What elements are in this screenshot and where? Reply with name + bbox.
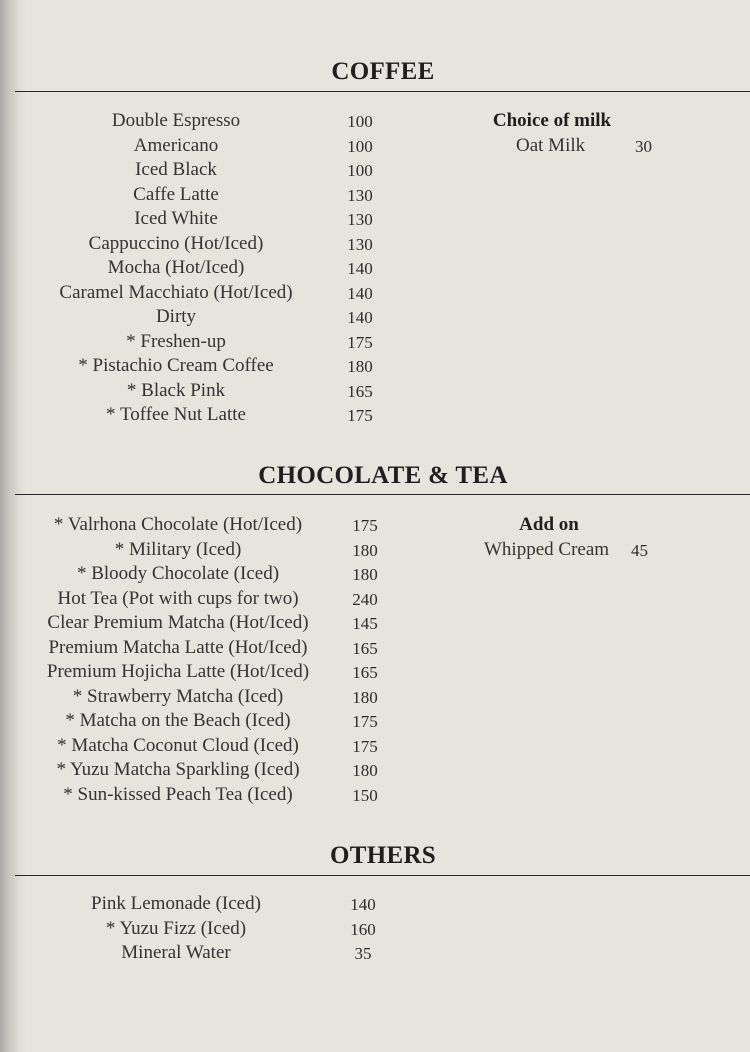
menu-item-price: 35 (354, 944, 372, 963)
menu-item-price: 140 (347, 283, 373, 303)
menu-item-price: 145 (352, 614, 378, 633)
menu-item-price: 180 (352, 540, 378, 560)
side-item-name: Oat Milk (516, 135, 586, 156)
menu-item-price: 180 (347, 357, 373, 376)
menu-item-price: 130 (347, 185, 373, 205)
others-divider (15, 875, 750, 876)
menu-item-name: Hot Tea (Pot with cups for two) (57, 587, 299, 609)
menu-item-name: * Black Pink (126, 379, 226, 401)
menu-item-price: 165 (352, 663, 378, 682)
menu-item-price: 165 (352, 638, 378, 658)
menu-item-name: * Valrhona Chocolate (Hot/Iced) (53, 514, 303, 535)
choice-of-milk-heading: Choice of milk (492, 110, 612, 131)
menu-item-price: 180 (352, 687, 378, 707)
menu-item-price: 175 (347, 332, 373, 352)
chocolate-tea-section-title: CHOCOLATE & TEA (258, 462, 508, 489)
menu-item-name: Premium Hojicha Latte (Hot/Iced) (46, 661, 310, 682)
menu-item-name: * Yuzu Matcha Sparkling (Iced) (56, 759, 300, 780)
menu-item-name: Double Espresso (111, 110, 241, 131)
menu-item-name: * Military (Iced) (114, 538, 242, 560)
side-item-price: 45 (631, 541, 648, 560)
menu-item-price: 175 (352, 516, 378, 535)
menu-item-price: 150 (352, 785, 378, 805)
menu-item-name: Mocha (Hot/Iced) (107, 257, 245, 278)
menu-item-name: * Freshen-up (126, 330, 226, 352)
menu-item-name: * Yuzu Fizz (Iced) (105, 917, 247, 939)
menu-item-name: * Pistachio Cream Coffee (78, 355, 274, 376)
menu-item-price: 180 (352, 761, 378, 780)
menu-item-price: 175 (352, 712, 378, 731)
others-section-title: OTHERS (330, 842, 436, 869)
menu-item-price: 100 (347, 161, 373, 180)
menu-item-name: Caramel Macchiato (Hot/Iced) (59, 281, 293, 303)
menu-item-name: * Strawberry Matcha (Iced) (72, 685, 284, 707)
menu-item-name: Iced White (134, 208, 218, 229)
menu-item-price: 160 (350, 919, 376, 939)
menu-item-price: 175 (352, 736, 378, 756)
menu-item-price: 140 (350, 895, 376, 914)
menu-item-name: * Matcha on the Beach (Iced) (65, 710, 291, 731)
menu-item-price: 240 (352, 589, 378, 609)
menu-item-price: 140 (347, 308, 373, 327)
chocolate-tea-divider (15, 494, 750, 495)
menu-item-name: * Sun-kissed Peach Tea (Iced) (63, 783, 293, 805)
menu-item-price: 130 (347, 234, 373, 254)
coffee-section-title: COFFEE (331, 58, 435, 85)
menu-item-name: Iced Black (135, 159, 217, 180)
menu-item-name: * Bloody Chocolate (Iced) (76, 563, 280, 584)
menu-item-name: Premium Matcha Latte (Hot/Iced) (48, 636, 308, 658)
menu-item-name: Mineral Water (121, 942, 231, 963)
menu-item-name: Dirty (155, 306, 197, 327)
menu-item-name: Pink Lemonade (Iced) (91, 893, 261, 914)
menu-item-name: Caffe Latte (133, 183, 219, 205)
side-item-price: 30 (635, 137, 652, 156)
menu-item-price: 175 (347, 406, 373, 425)
menu-item-price: 140 (347, 259, 373, 278)
menu-item-name: Americano (133, 134, 219, 156)
menu-item-price: 100 (347, 112, 373, 131)
menu-item-price: 180 (352, 565, 378, 584)
coffee-divider (15, 91, 750, 92)
menu-item-price: 165 (347, 381, 373, 401)
menu-item-name: * Toffee Nut Latte (106, 404, 246, 425)
menu-item-name: Clear Premium Matcha (Hot/Iced) (47, 612, 309, 633)
menu-item-price: 100 (347, 136, 373, 156)
menu-item-name: Cappuccino (Hot/Iced) (88, 232, 264, 254)
menu-item-price: 130 (347, 210, 373, 229)
menu-item-name: * Matcha Coconut Cloud (Iced) (57, 734, 299, 756)
add-on-heading: Add on (519, 514, 579, 535)
side-item-name: Whipped Cream (484, 539, 610, 560)
